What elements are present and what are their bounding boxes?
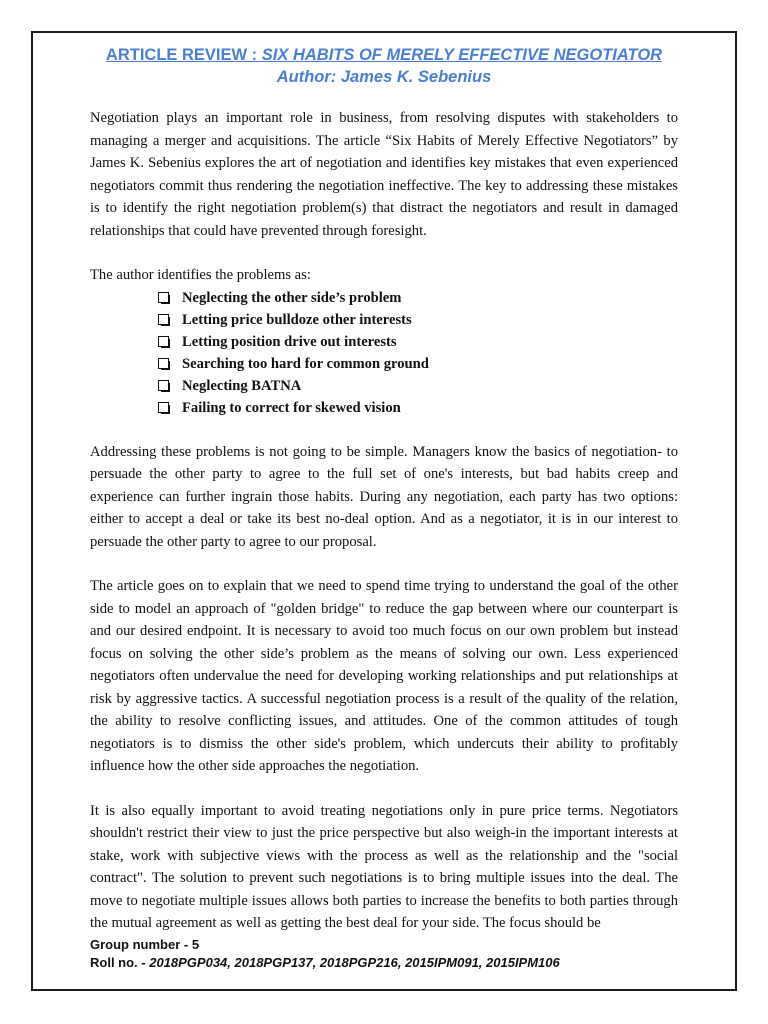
list-item [158, 309, 678, 331]
roll-numbers: 2018PGP034, 2018PGP137, 2018PGP216, 2015IPM091, 2015IPM106 [149, 955, 560, 970]
problems-list [158, 287, 678, 419]
checkbox-bullet-icon [158, 380, 169, 391]
list-item [158, 353, 678, 375]
intro-paragraph: Negotiation plays an important role in business, from resolving disputes with stakeholders to managing a merger and acquisitions. The article “Six Habits of Merely Effective Negotiators” by James K. Sebenius explores the art of negotiation and identifies key mistakes that even experienced negotiators commit thus rendering the negotiation ineffective. The key to addressing these mistakes is to identify the right negotiation problem(s) that distract the negotiators and result in damaged relationships that could have prevented through foresight. [90, 110, 678, 239]
problem-text: Letting position drive out interests [182, 333, 397, 350]
author-line: Author: James K. Sebenius [276, 68, 492, 86]
roll-label: Roll no. - [90, 955, 150, 970]
document-body [90, 44, 678, 935]
golden-bridge-paragraph: The article goes on to explain that we need to spend time trying to understand the goal of the other side to model an approach of "golden bridge" to reduce the gap between where our counterpart is and our desired endpoint. It is necessary to avoid too much focus on our own problem but instead focus on solving the other side’s problem as the means of solving our own. Less experienced negotiators often undervalue the need for developing working relationships and put relationships at risk by aggressive tactics. A successful negotiation process is a result of the quality of the relation, the ability to resolve conflicting issues, and attitudes. One of the common attitudes of tough negotiators is to dismiss the other side's problem, which undercuts their ability to profitably influence how the other side approaches the negotiation. [90, 578, 678, 774]
checkbox-bullet-icon [158, 358, 169, 369]
article-title [90, 44, 678, 66]
title-prefix: ARTICLE REVIEW : [105, 46, 262, 64]
problem-text: Searching too hard for common ground [182, 355, 429, 372]
group-number: Group number - 5 [90, 937, 200, 952]
list-item [158, 331, 678, 353]
addressing-paragraph: Addressing these problems is not going to be simple. Managers know the basics of negotiation- to persuade the other party to agree to the full set of one's interests, but bad habits creep and experience can further ingrain those habits. During any negotiation, each party has two options: either to accept a deal or take its best no-deal option. And as a negotiator, it is in our interest to persuade the other party to agree to our proposal. [90, 443, 678, 550]
title-article-name: SIX HABITS OF MERELY EFFECTIVE NEGOTIATOR [261, 46, 663, 64]
list-item [158, 287, 678, 309]
problem-text: Neglecting the other side’s problem [182, 289, 402, 306]
checkbox-bullet-icon [158, 402, 169, 413]
checkbox-bullet-icon [158, 314, 169, 325]
problem-text: Letting price bulldoze other interests [182, 311, 412, 328]
list-item [158, 375, 678, 397]
roll-numbers-line [90, 954, 690, 972]
checkbox-bullet-icon [158, 336, 169, 347]
checkbox-bullet-icon [158, 292, 169, 303]
problems-intro: The author identifies the problems as: [90, 267, 311, 283]
price-terms-paragraph: It is also equally important to avoid treating negotiations only in pure price terms. Negotiators shouldn't restrict their view to just the price perspective but also weigh-in the important interests at stake, work with subjective views with the process as well as the relationship and the "social contract". The solution to prevent such negotiations is to bring multiple issues into the deal. The move to negotiate multiple issues allows both parties to increase the benefits to both parties through the mutual agreement as well as getting the best deal for your side. The focus should be [90, 802, 678, 931]
problem-text: Failing to correct for skewed vision [182, 399, 401, 416]
problem-text: Neglecting BATNA [182, 377, 302, 394]
list-item [158, 397, 678, 419]
footer [90, 936, 690, 972]
